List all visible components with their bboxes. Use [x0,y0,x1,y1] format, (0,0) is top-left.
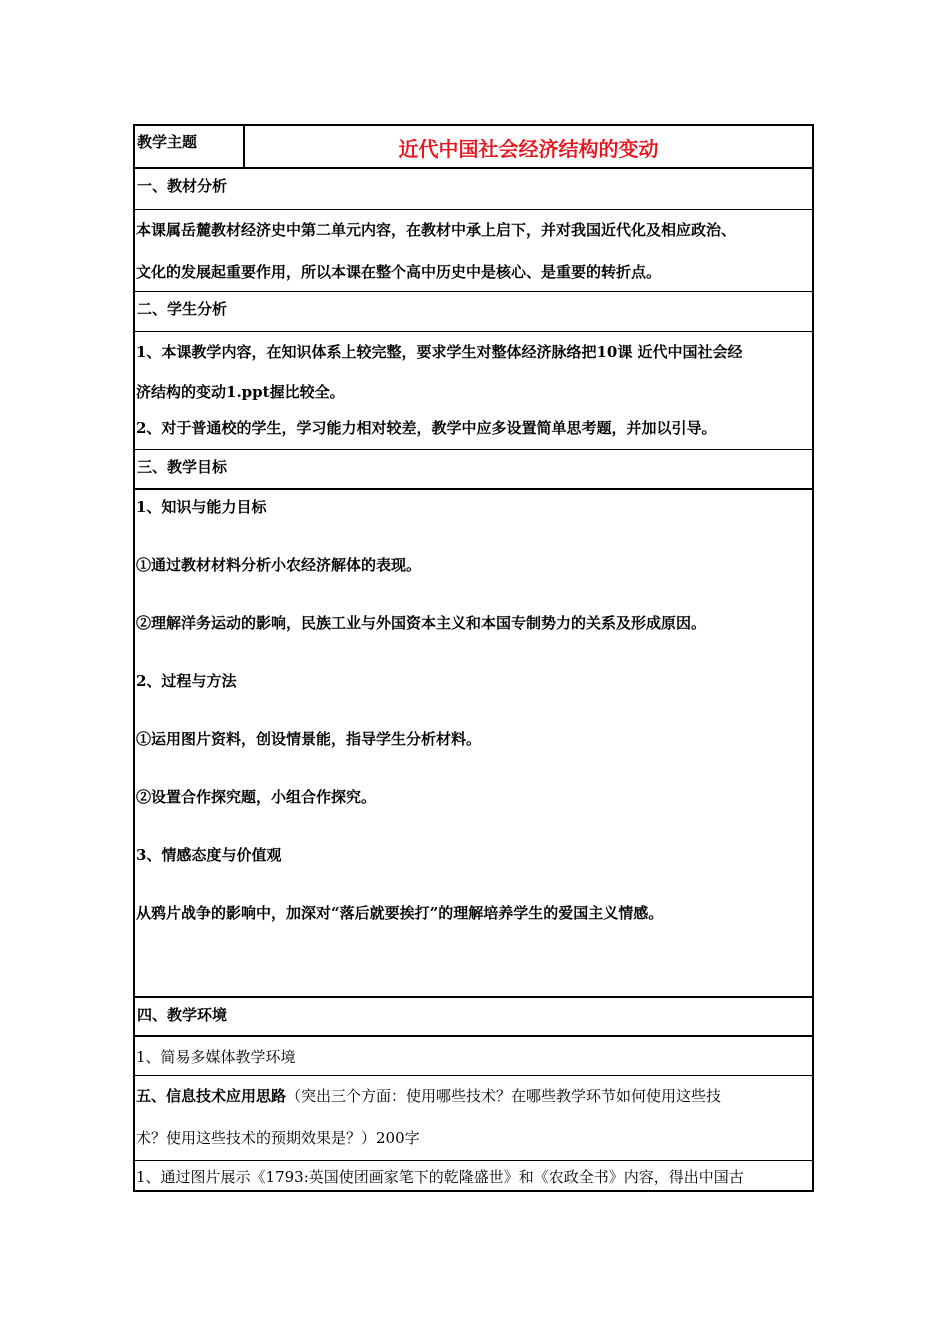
text-line: ①运用图片资料，创设情景能，指导学生分析材料。 [136,730,482,748]
title-label: 教学主题 [135,126,245,167]
environment-body [135,1036,812,1075]
text-line: 2、过程与方法 [136,672,237,690]
heading-teaching-objectives: 三、教学目标 [137,458,228,476]
lesson-plan-table [133,124,814,1192]
it-application-block [135,1075,812,1160]
text-line: 1、通过图片展示《1793:英国使团画家笔下的乾隆盛世》和《农政全书》内容，得出中国古 [136,1168,744,1186]
heading-it-application: 五、信息技术应用思路 [136,1087,287,1105]
text-line: ①通过教材材料分析小农经济解体的表现。 [136,556,422,574]
lesson-title: 近代中国社会经济结构的变动 [398,137,659,161]
text-line: 1、知识与能力目标 [136,498,267,516]
text-line: 本课属岳麓教材经济史中第二单元内容，在教材中承上启下，并对我国近代化及相应政治、 [136,221,737,239]
text-line: ②设置合作探究题，小组合作探究。 [136,788,377,806]
text-line: 1、本课教学内容，在知识体系上较完整，要求学生对整体经济脉络把10课 近代中国社会经 [136,343,743,361]
section-heading-students [135,291,812,331]
heading-student-analysis: 二、学生分析 [137,300,228,318]
section-heading-environment [135,996,812,1036]
text-line: 术？使用这些技术的预期效果是？）200字 [136,1129,420,1147]
text-line: 1、简易多媒体教学环境 [136,1048,296,1066]
section-heading-objectives [135,449,812,489]
title-row [135,126,812,169]
text-line: 济结构的变动1.ppt握比较全。 [136,383,345,401]
heading-textbook-analysis: 一、教材分析 [137,177,228,195]
heading-teaching-environment: 四、教学环境 [137,1006,228,1024]
it-application-body [135,1160,812,1190]
text-line: 从鸦片战争的影响中，加深对“落后就要挨打”的理解培养学生的爱国主义情感。 [136,904,664,922]
heading-note: （突出三个方面：使用哪些技术？在哪些教学环节如何使用这些技 [286,1087,722,1105]
text-line [135,1085,721,1106]
objectives-body [135,489,812,996]
text-line: ②理解洋务运动的影响，民族工业与外国资本主义和本国专制势力的关系及形成原因。 [136,614,707,632]
textbook-analysis-body [135,209,812,291]
section-heading-textbook [135,169,812,209]
text-line: 3、情感态度与价值观 [136,846,282,864]
text-line: 文化的发展起重要作用，所以本课在整个高中历史中是核心、是重要的转折点。 [136,263,662,281]
student-analysis-body [135,331,812,449]
text-line: 2、对于普通校的学生，学习能力相对较差，教学中应多设置简单思考题，并加以引导。 [136,419,717,437]
